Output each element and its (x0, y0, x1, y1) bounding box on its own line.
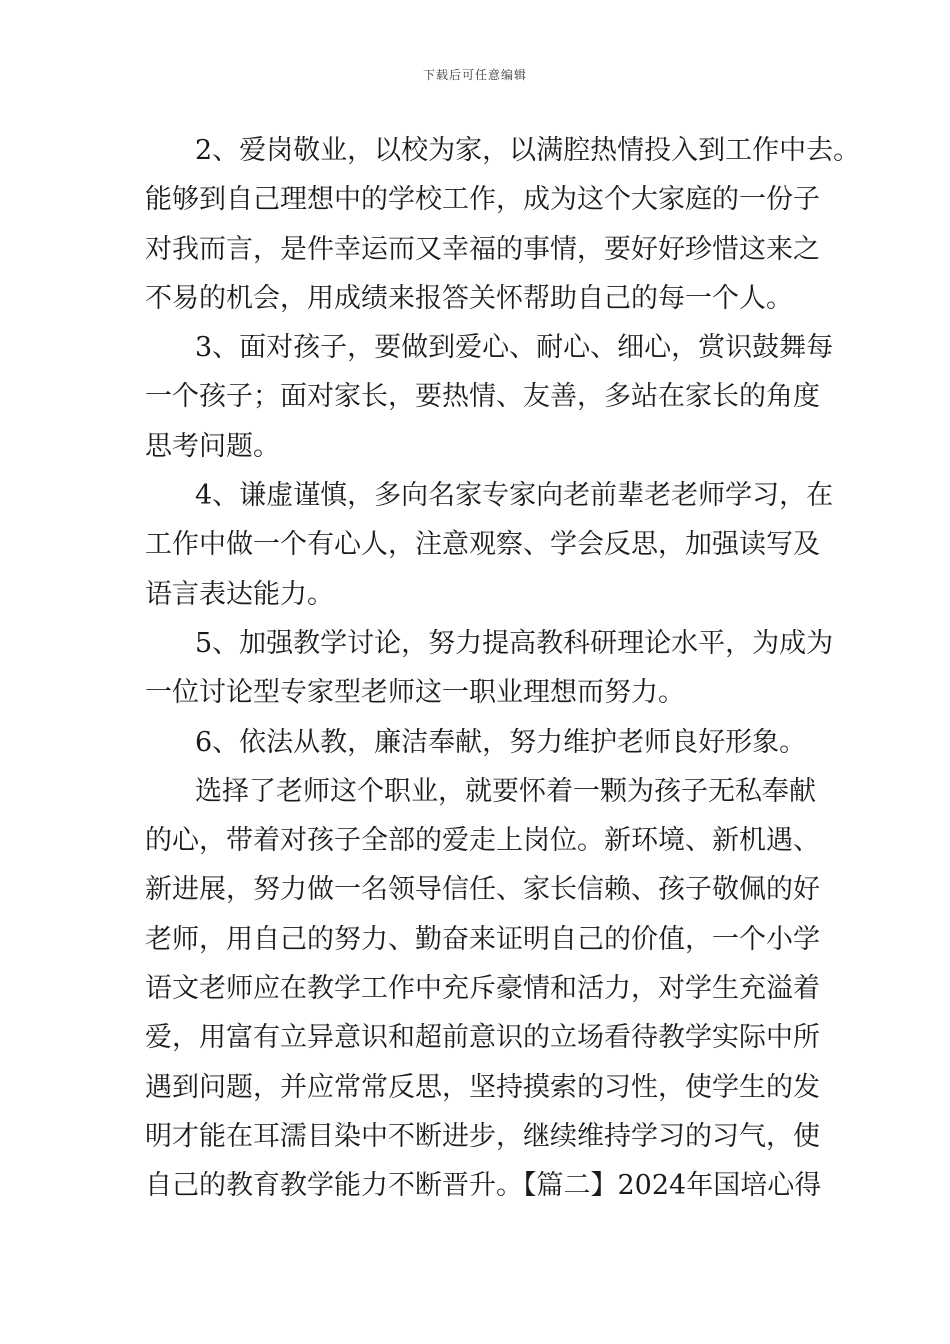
document-body (145, 126, 861, 1211)
paragraph-item-5 (145, 619, 834, 718)
text-line: 选择了老师这个职业，就要怀着一颗为孩子无私奉献 (195, 775, 816, 807)
text-line: 一位讨论型专家型老师这一职业理想而努力。 (145, 677, 685, 709)
text-line: 的心，带着对孩子全部的爱走上岗位。新环境、新机遇、 (145, 825, 820, 857)
paragraph-item-3 (145, 323, 834, 471)
text-line: 能够到自己理想中的学校工作，成为这个大家庭的一份子 (145, 184, 820, 216)
paragraph-conclusion (145, 767, 822, 1211)
text-line: 不易的机会，用成绩来报答关怀帮助自己的每一个人。 (145, 282, 793, 314)
text-line: 语言表达能力。 (145, 578, 334, 610)
text-line: 4、谦虚谨慎，多向名家专家向老前辈老老师学习，在 (195, 480, 834, 512)
paragraph-item-4 (145, 471, 834, 619)
text-line: 3、面对孩子，要做到爱心、耐心、细心，赏识鼓舞每 (195, 332, 834, 364)
text-line: 5、加强教学讨论，努力提高教科研理论水平，为成为 (195, 627, 834, 659)
text-line: 语文老师应在教学工作中充斥豪情和活力，对学生充溢着 (145, 973, 820, 1005)
text-line: 工作中做一个有心人，注意观察、学会反思，加强读写及 (145, 529, 820, 561)
text-line: 一个孩子；面对家长，要热情、友善，多站在家长的角度 (145, 381, 820, 413)
text-line: 明才能在耳濡目染中不断进步，继续维持学习的习气，使 (145, 1120, 820, 1152)
text-line: 遇到问题，并应常常反思，坚持摸索的习性，使学生的发 (145, 1071, 820, 1103)
text-line: 爱，用富有立异意识和超前意识的立场看待教学实际中所 (145, 1022, 820, 1054)
paragraph-item-2 (145, 126, 861, 323)
text-line: 6、依法从教，廉洁奉献，努力维护老师良好形象。 (195, 726, 807, 758)
paragraph-item-6 (145, 718, 815, 767)
text-line: 2、爱岗敬业，以校为家，以满腔热情投入到工作中去。 (195, 135, 861, 166)
page-header: 下载后可任意编辑 (422, 68, 527, 82)
text-line: 新进展，努力做一名领导信任、家长信赖、孩子敬佩的好 (145, 874, 820, 906)
text-line: 对我而言，是件幸运而又幸福的事情，要好好珍惜这来之 (145, 233, 820, 265)
text-line: 老师，用自己的努力、勤奋来证明自己的价值，一个小学 (145, 923, 820, 955)
text-line: 自己的教育教学能力不断晋升。【篇二】2024年国培心得 (145, 1170, 822, 1202)
text-line: 思考问题。 (145, 430, 280, 462)
